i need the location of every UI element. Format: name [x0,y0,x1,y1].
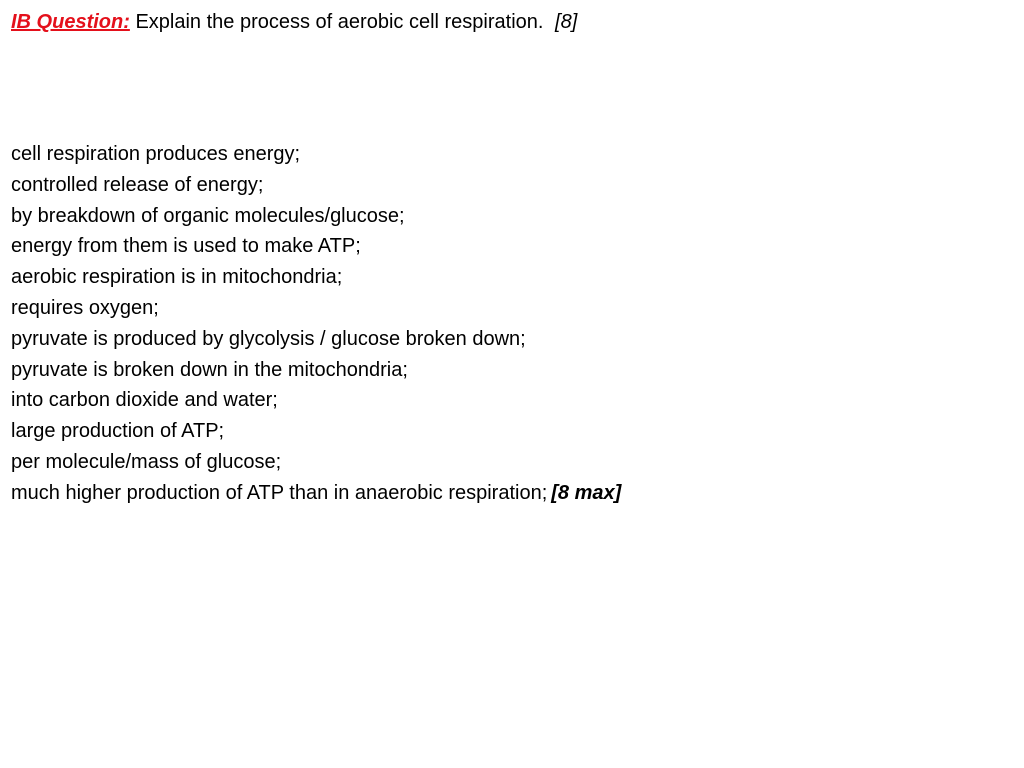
mark-point: energy from them is used to make ATP; [11,235,361,258]
question-text: Explain the process of aerobic cell respiration. [135,11,544,33]
mark-point-text: much higher production of ATP than in anaerobic respiration; [11,481,548,504]
mark-point-last [11,478,621,509]
question-line [11,9,577,35]
question-marks: [8] [555,11,578,33]
mark-point: controlled release of energy; [11,173,264,196]
mark-point: cell respiration produces energy; [11,143,301,165]
mark-scheme-list [11,139,621,509]
mark-point: into carbon dioxide and water; [11,389,278,412]
question-label: IB Question: [11,11,130,33]
max-marks: [8 max] [551,481,622,504]
mark-point: pyruvate is broken down in the mitochondria; [11,358,408,381]
mark-point: requires oxygen; [11,296,159,319]
mark-point: pyruvate is produced by glycolysis / glucose broken down; [11,327,526,350]
mark-point: aerobic respiration is in mitochondria; [11,266,343,289]
mark-point: large production of ATP; [11,420,225,443]
mark-point: by breakdown of organic molecules/glucose; [11,204,405,227]
mark-point: per molecule/mass of glucose; [11,450,282,473]
